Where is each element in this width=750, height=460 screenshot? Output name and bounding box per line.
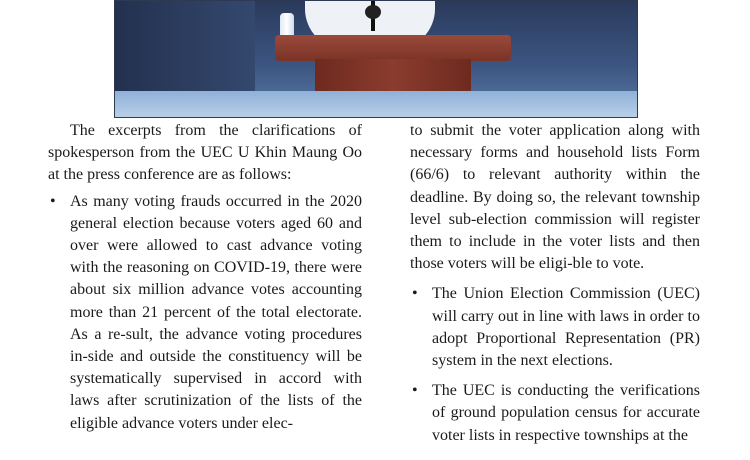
left-column <box>48 120 362 435</box>
left-bullet-list <box>48 191 362 435</box>
photo-floor <box>115 91 637 117</box>
podium-top <box>275 35 511 61</box>
intro-paragraph: The excerpts from the clarifications of spokesperson from the UEC U Khin Maung Oo at the press conference are as follows: <box>48 122 362 184</box>
bullet-item: • The Union Election Commission (UEC) will carry out in line with laws in order to adopt Proportional Representation (PR) system in the next elections. <box>410 283 700 372</box>
bullet-item: • The UEC is conducting the verifications of ground population census for accurate voter lists in respective townships at the <box>410 380 700 447</box>
right-bullet-list <box>410 283 700 446</box>
bullet-item: • As many voting frauds occurred in the 2020 general election because voters aged 60 and over were allowed to cast advance voting with the reasoning on COVID-19, there were about six million advance votes accounting more than 21 percent of the total electorate. As a re-sult, the advance voting procedures in-side and outside the constituency will be systematically supervised in accord with laws after scrutinization of the lists of the eligible advance voters under elec- <box>48 191 362 435</box>
microphone-icon <box>365 5 381 19</box>
right-column <box>410 120 700 447</box>
continuation-paragraph: to submit the voter application along with necessary forms and household lists Form (66/6) to relevant authority within the deadline. By doing so, the relevant township level sub-election commission will register them to include in the voter lists and then those voters will be eligi-ble to vote. <box>410 122 700 273</box>
press-conference-photo <box>114 0 638 118</box>
